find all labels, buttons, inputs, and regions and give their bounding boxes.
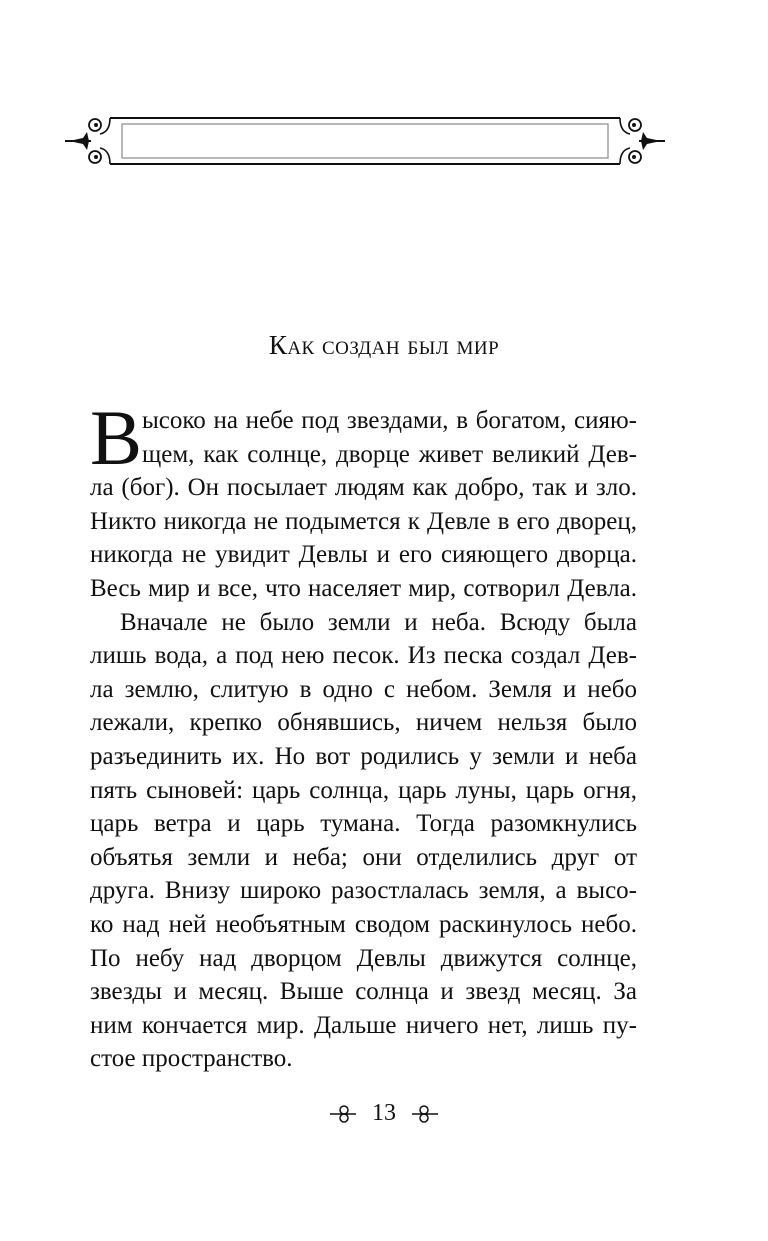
text-line: лежали, крепко обнявшись, ничем нельзя было bbox=[90, 709, 637, 737]
paragraph-2 bbox=[90, 606, 637, 1076]
text-line: царь ветра и царь тумана. Тогда разомкнулись bbox=[90, 810, 637, 838]
text-line: объятья земли и неба; они отделились друг от bbox=[90, 843, 637, 871]
page-footer bbox=[0, 1100, 768, 1127]
text-line: Весь мир и все, что населяет мир, сотворил Девла. bbox=[90, 574, 637, 602]
right-flourish-icon bbox=[410, 1104, 438, 1124]
text-line: Вначале не было земли и неба. Всюду была bbox=[120, 608, 637, 636]
paragraph-1 bbox=[90, 394, 637, 606]
text-line: ысоко на небе под звездами, в богатом, сияю- bbox=[142, 407, 637, 434]
text-line: ла (бог). Он посылает людям как добро, так и зло. bbox=[90, 474, 637, 502]
text-line: звезды и месяц. Выше солнца и звезд месяц. За bbox=[90, 978, 637, 1006]
text-line: По небу над дворцом Девлы движутся солнце, bbox=[90, 944, 637, 972]
left-flourish-icon bbox=[330, 1104, 358, 1124]
text-line: стое пространство. bbox=[90, 1045, 293, 1073]
text-line: ла землю, слитую в одно с небом. Земля и небо bbox=[90, 675, 637, 703]
text-line: никогда не увидит Девлы и его сияющего дворца. bbox=[90, 541, 637, 569]
header-ornament-frame bbox=[65, 112, 665, 172]
text-line: щем, как солнце, дворце живет великий Дев- bbox=[142, 440, 637, 468]
body-text bbox=[90, 394, 637, 1076]
chapter-title: Как создан был мир bbox=[268, 330, 500, 360]
text-line: друга. Внизу широко разостлалась земля, а высо- bbox=[90, 877, 637, 905]
text-line: пять сыновей: царь солнца, царь луны, царь огня, bbox=[90, 776, 637, 804]
text-line: лишь вода, а под нею песок. Из песка создал Дев- bbox=[90, 642, 637, 670]
text-line: ним кончается мир. Дальше ничего нет, лишь пу- bbox=[90, 1011, 637, 1039]
text-line: разъединить их. Но вот родились у земли и неба bbox=[90, 742, 637, 770]
page-number: 13 bbox=[372, 1100, 396, 1126]
text-line: ко над ней необъятным сводом раскинулось небо. bbox=[90, 910, 637, 938]
text-line: Никто никогда не подымется к Девле в его дворец, bbox=[90, 507, 637, 535]
drop-cap: В bbox=[90, 394, 143, 481]
